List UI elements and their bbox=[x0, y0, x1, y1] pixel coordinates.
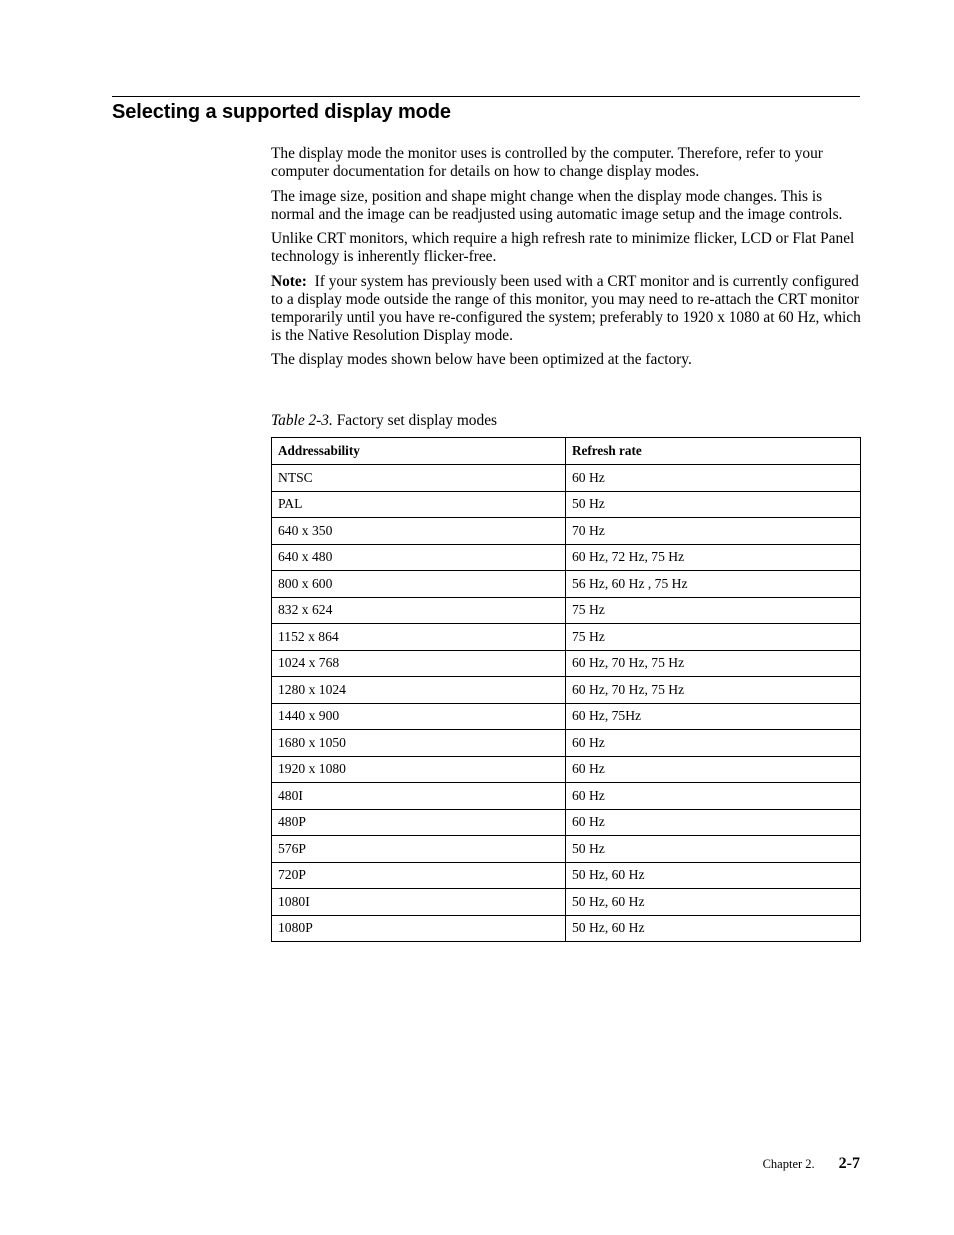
note-text: If your system has previously been used with a CRT monitor and is currently configured to a display mode outside the range of this monitor, you may need to re-attach the CRT monitor temporarily until you have re-configured the system; preferably to 1920 x 1080 at 60 Hz, which is the Native Resolution Display mode. bbox=[271, 272, 861, 344]
addressability-cell: 1440 x 900 bbox=[272, 703, 566, 730]
refresh-rate-cell: 60 Hz, 70 Hz, 75 Hz bbox=[566, 650, 861, 677]
paragraph-display-mode-control: The display mode the monitor uses is controlled by the computer. Therefore, refer to your computer documentation for details on how to change display modes. bbox=[271, 145, 823, 180]
body-text bbox=[271, 145, 861, 376]
table-row bbox=[272, 491, 861, 518]
addressability-cell: 720P bbox=[272, 862, 566, 889]
page-number: 2-7 bbox=[838, 1155, 860, 1172]
paragraph-factory-optimized: The display modes shown below have been optimized at the factory. bbox=[271, 351, 692, 368]
table-caption-number: Table 2-3. bbox=[271, 412, 333, 429]
paragraph-flicker-free: Unlike CRT monitors, which require a high refresh rate to minimize flicker, LCD or Flat Panel technology is inherently flicker-free. bbox=[271, 230, 855, 265]
refresh-rate-cell: 75 Hz bbox=[566, 624, 861, 651]
display-modes-table bbox=[271, 437, 861, 942]
table-row bbox=[272, 597, 861, 624]
table-row bbox=[272, 465, 861, 492]
refresh-rate-cell: 50 Hz, 60 Hz bbox=[566, 862, 861, 889]
section-title: Selecting a supported display mode bbox=[112, 101, 451, 123]
refresh-rate-cell: 75 Hz bbox=[566, 597, 861, 624]
table-row bbox=[272, 518, 861, 545]
table-header-row bbox=[272, 438, 861, 465]
table-row bbox=[272, 677, 861, 704]
addressability-cell: 640 x 480 bbox=[272, 544, 566, 571]
page-footer bbox=[763, 1155, 860, 1173]
addressability-cell: 1080I bbox=[272, 889, 566, 916]
table-row bbox=[272, 703, 861, 730]
refresh-rate-cell: 50 Hz, 60 Hz bbox=[566, 889, 861, 916]
addressability-cell: 1080P bbox=[272, 915, 566, 942]
refresh-rate-cell: 70 Hz bbox=[566, 518, 861, 545]
table-caption-text: Factory set display modes bbox=[336, 412, 498, 429]
table-row bbox=[272, 889, 861, 916]
paragraph-image-readjust: The image size, position and shape might change when the display mode changes. This is normal and the image can be readjusted using automatic image setup and the image controls. bbox=[271, 187, 843, 223]
addressability-cell: 1152 x 864 bbox=[272, 624, 566, 651]
addressability-cell: 1280 x 1024 bbox=[272, 677, 566, 704]
refresh-rate-cell: 60 Hz, 70 Hz, 75 Hz bbox=[566, 677, 861, 704]
addressability-cell: 832 x 624 bbox=[272, 597, 566, 624]
table-row bbox=[272, 624, 861, 651]
table-row bbox=[272, 650, 861, 677]
addressability-cell: 1024 x 768 bbox=[272, 650, 566, 677]
addressability-cell: 800 x 600 bbox=[272, 571, 566, 598]
note-paragraph bbox=[271, 273, 861, 345]
table-row bbox=[272, 730, 861, 757]
table-body bbox=[272, 465, 861, 942]
header-addressability: Addressability bbox=[272, 438, 566, 465]
refresh-rate-cell: 56 Hz, 60 Hz , 75 Hz bbox=[566, 571, 861, 598]
table-row bbox=[272, 571, 861, 598]
refresh-rate-cell: 50 Hz, 60 Hz bbox=[566, 915, 861, 942]
refresh-rate-cell: 60 Hz bbox=[566, 809, 861, 836]
table-row bbox=[272, 915, 861, 942]
addressability-cell: PAL bbox=[272, 491, 566, 518]
refresh-rate-cell: 50 Hz bbox=[566, 836, 861, 863]
refresh-rate-cell: 60 Hz, 72 Hz, 75 Hz bbox=[566, 544, 861, 571]
addressability-cell: 1920 x 1080 bbox=[272, 756, 566, 783]
table-row bbox=[272, 544, 861, 571]
table-caption bbox=[271, 412, 497, 430]
refresh-rate-cell: 60 Hz bbox=[566, 465, 861, 492]
refresh-rate-cell: 50 Hz bbox=[566, 491, 861, 518]
table-row bbox=[272, 836, 861, 863]
table-row bbox=[272, 783, 861, 810]
table-row bbox=[272, 809, 861, 836]
addressability-cell: 480I bbox=[272, 783, 566, 810]
addressability-cell: 1680 x 1050 bbox=[272, 730, 566, 757]
note-label: Note: bbox=[271, 272, 307, 290]
addressability-cell: NTSC bbox=[272, 465, 566, 492]
refresh-rate-cell: 60 Hz bbox=[566, 783, 861, 810]
addressability-cell: 480P bbox=[272, 809, 566, 836]
section-rule bbox=[112, 96, 860, 97]
refresh-rate-cell: 60 Hz bbox=[566, 730, 861, 757]
table-row bbox=[272, 862, 861, 889]
table-row bbox=[272, 756, 861, 783]
refresh-rate-cell: 60 Hz, 75Hz bbox=[566, 703, 861, 730]
addressability-cell: 640 x 350 bbox=[272, 518, 566, 545]
addressability-cell: 576P bbox=[272, 836, 566, 863]
refresh-rate-cell: 60 Hz bbox=[566, 756, 861, 783]
chapter-label: Chapter 2. bbox=[762, 1157, 815, 1171]
header-refresh-rate: Refresh rate bbox=[566, 438, 861, 465]
